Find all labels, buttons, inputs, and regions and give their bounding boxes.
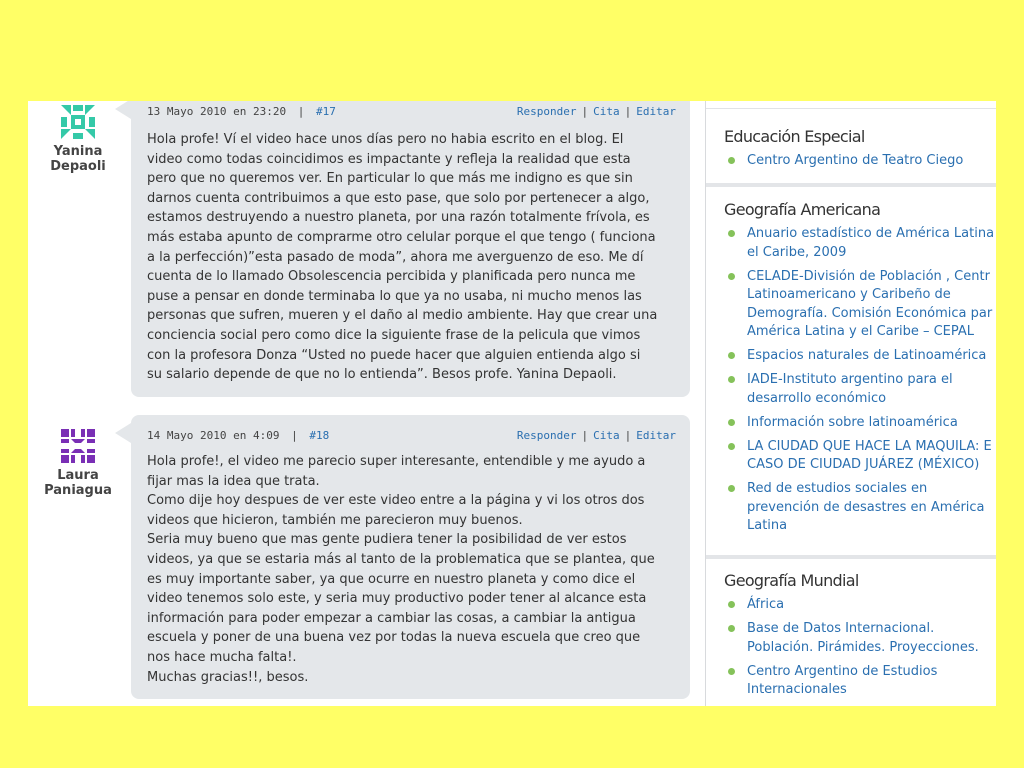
sidebar-link-text[interactable]: Demografía. Comisión Económica par	[747, 305, 993, 321]
sidebar-link-text[interactable]: desarrollo económico	[747, 390, 887, 406]
bullet-icon	[728, 601, 735, 608]
sidebar-link-text[interactable]: LA CIUDAD QUE HACE LA MAQUILA: E	[747, 438, 992, 454]
bullet-icon	[728, 443, 735, 450]
comment-line: darnos cuenta contribuimos a que esto pase, que solo por pertenecer a algo,	[147, 190, 650, 206]
sidebar-divider	[706, 108, 996, 109]
reply-link[interactable]: Responder	[516, 105, 577, 118]
comment-line: escuela y poner de una buena vez por todas la nueva escuela que creo que	[147, 630, 641, 646]
sidebar-section-educacion-especial	[706, 127, 996, 176]
author-name[interactable]: Laura	[57, 468, 99, 483]
sidebar-link-text[interactable]: América Latina y el Caribe – CEPAL	[747, 324, 975, 339]
bullet-icon	[728, 352, 735, 359]
comment-author[interactable]	[28, 427, 128, 498]
comment-line: su salario depende de que no lo entienda”. Besos profe. Yanina Depaoli.	[147, 367, 617, 383]
comment-line: video como todas coincidimos es impactante y refleja la realidad que esta	[147, 151, 631, 167]
sidebar	[705, 101, 996, 706]
comment-line: Seria muy bueno que mas gente pudiera tener la posibilidad de ver estos	[147, 532, 627, 548]
sidebar-link[interactable]	[706, 347, 996, 366]
comment-body	[147, 452, 676, 687]
author-name-line2[interactable]: Depaoli	[50, 159, 106, 174]
sidebar-link[interactable]	[706, 596, 996, 615]
quote-link[interactable]: Cita	[593, 429, 620, 442]
bullet-icon	[728, 376, 735, 383]
sidebar-link-text[interactable]: prevención de desastres en América	[747, 499, 985, 515]
comment-line: nos hace mucha falta!.	[147, 649, 297, 665]
bullet-icon	[728, 273, 735, 280]
comment-line: Hola profe!, el video me parecio super interesante, entendible y me ayudo a	[147, 454, 646, 469]
sidebar-link[interactable]	[706, 152, 996, 171]
comment-line: Muchas gracias!!, besos.	[147, 669, 309, 685]
quote-link[interactable]: Cita	[593, 105, 620, 118]
sidebar-link-text[interactable]: Latinoamericano y Caribeño de	[747, 287, 951, 302]
sidebar-link[interactable]	[706, 225, 996, 262]
author-name[interactable]: Yanina	[53, 144, 103, 159]
bullet-icon	[728, 668, 735, 675]
comment-card	[131, 415, 690, 699]
identicon-avatar-icon[interactable]	[59, 427, 97, 465]
author-name-line2[interactable]: Paniagua	[44, 483, 112, 498]
sidebar-divider	[706, 555, 996, 559]
sidebar-link-text[interactable]: el Caribe, 2009	[747, 244, 847, 260]
comment-line: Como dije hoy despues de ver este video entre a la página y vi los otros dos	[147, 493, 645, 509]
bullet-icon	[728, 419, 735, 426]
sidebar-link-text[interactable]: Información sobre latinoamérica	[747, 414, 958, 430]
comment-line: Hola profe! Ví el video hace unos días pero no habia escrito en el blog. El	[147, 132, 624, 147]
sidebar-link[interactable]	[706, 371, 996, 408]
sidebar-link-text[interactable]: IADE-Instituto argentino para el	[747, 372, 953, 387]
sidebar-link[interactable]	[706, 663, 996, 700]
comment-line: conciencia social pero como dice la siguiente frase de la pelicula que vimos	[147, 327, 641, 343]
bullet-icon	[728, 625, 735, 632]
comment-author[interactable]	[28, 103, 128, 174]
comment-line: información para poder empezar a cambiar las cosas, a cambiar la antigua	[147, 610, 636, 626]
comment-line: videos, ya que se estaria más al tanto de la problematica que se plantea, que	[147, 551, 655, 567]
comment-line: más estaba apunto de comprarme otro celular porque el que tengo ( funciona	[147, 229, 656, 245]
sidebar-link-text[interactable]: Centro Argentino de Estudios	[747, 663, 938, 679]
comment-permalink[interactable]: #18	[309, 429, 330, 442]
sidebar-link-text[interactable]: Internacionales	[747, 682, 847, 697]
comment-line: a la perfección)”esta pasado de moda”, ahora me averguenzo de eso. Me dí	[147, 249, 644, 265]
comment-meta: 13 Mayo 2010 en 23:20 | #17 Responder | Cita | Editar	[147, 105, 676, 118]
bullet-icon	[728, 230, 735, 237]
sidebar-section-geografia-mundial	[706, 571, 996, 705]
sidebar-divider	[706, 183, 996, 187]
screenshot-region	[28, 101, 996, 706]
comment-line: es muy importante saber, ya que ocurre en nuestro planeta y como dice el	[147, 571, 636, 587]
sidebar-link-text[interactable]: Anuario estadístico de América Latina	[747, 226, 995, 241]
edit-link[interactable]: Editar	[636, 105, 676, 118]
sidebar-link-text[interactable]: CELADE-División de Población , Centr	[747, 268, 990, 284]
comment-meta: 14 Mayo 2010 en 4:09 | #18 Responder | Cita | Editar	[147, 429, 676, 442]
comment-line: fijar mas la idea que trata.	[147, 473, 320, 489]
sidebar-link-text[interactable]: Espacios naturales de Latinoamérica	[747, 348, 987, 363]
sidebar-link[interactable]	[706, 438, 996, 475]
comment-line: videos que hicieron, también me parecieron muy buenos.	[147, 512, 523, 528]
comment-permalink[interactable]: #17	[315, 105, 336, 118]
identicon-avatar-icon[interactable]	[59, 103, 97, 141]
sidebar-link[interactable]	[706, 414, 996, 433]
sidebar-section-title: Geografía Mundial	[724, 571, 859, 590]
edit-link[interactable]: Editar	[636, 429, 676, 442]
comment-body	[147, 130, 676, 385]
comment-line: cuenta de lo llamado Obsolescencia percibida y planificada pero nunca me	[147, 269, 636, 285]
comment-line: pero que no queremos ver. En particular lo que más me indigno es que sin	[147, 171, 633, 187]
comment-line: personas que sufren, mueren y el daño al medio ambiente. Hay que crear una	[147, 308, 658, 324]
sidebar-section-title: Educación Especial	[724, 127, 865, 146]
sidebar-section-title: Geografía Americana	[724, 200, 881, 219]
bullet-icon	[728, 485, 735, 492]
sidebar-link[interactable]	[706, 480, 996, 536]
sidebar-link[interactable]	[706, 620, 996, 657]
sidebar-link-text[interactable]: Población. Pirámides. Proyecciones.	[747, 639, 979, 655]
bullet-icon	[728, 157, 735, 164]
sidebar-link-text[interactable]: África	[747, 597, 785, 612]
sidebar-link-text[interactable]: Red de estudios sociales en	[747, 481, 928, 496]
sidebar-link-text[interactable]: Latina	[747, 518, 788, 533]
comment-card	[131, 101, 690, 397]
sidebar-link-text[interactable]: Base de Datos Internacional.	[747, 621, 935, 636]
comment-line: estamos destruyendo a nuestro planeta, por una razón totalmente frívola, es	[147, 210, 650, 226]
sidebar-section-geografia-americana	[706, 200, 996, 541]
sidebar-link[interactable]	[706, 268, 996, 342]
comment-line: con la profesora Donza “Usted no puede hacer que alguien entienda algo si	[147, 347, 641, 363]
sidebar-link-text[interactable]: CASO DE CIUDAD JUÁREZ (MÉXICO)	[747, 457, 980, 472]
reply-link[interactable]: Responder	[516, 429, 577, 442]
sidebar-link-text[interactable]: Centro Argentino de Teatro Ciego	[747, 153, 964, 168]
comment-date: 13 Mayo 2010 en 23:20	[147, 105, 287, 118]
comment-date: 14 Mayo 2010 en 4:09	[147, 429, 280, 442]
comment-line: puse a pensar en donde terminaba lo que ya no usaba, ni mucho menos las	[147, 288, 642, 304]
comment-line: video tenemos solo este, y seria muy productivo poder tener al alcance esta	[147, 591, 647, 607]
